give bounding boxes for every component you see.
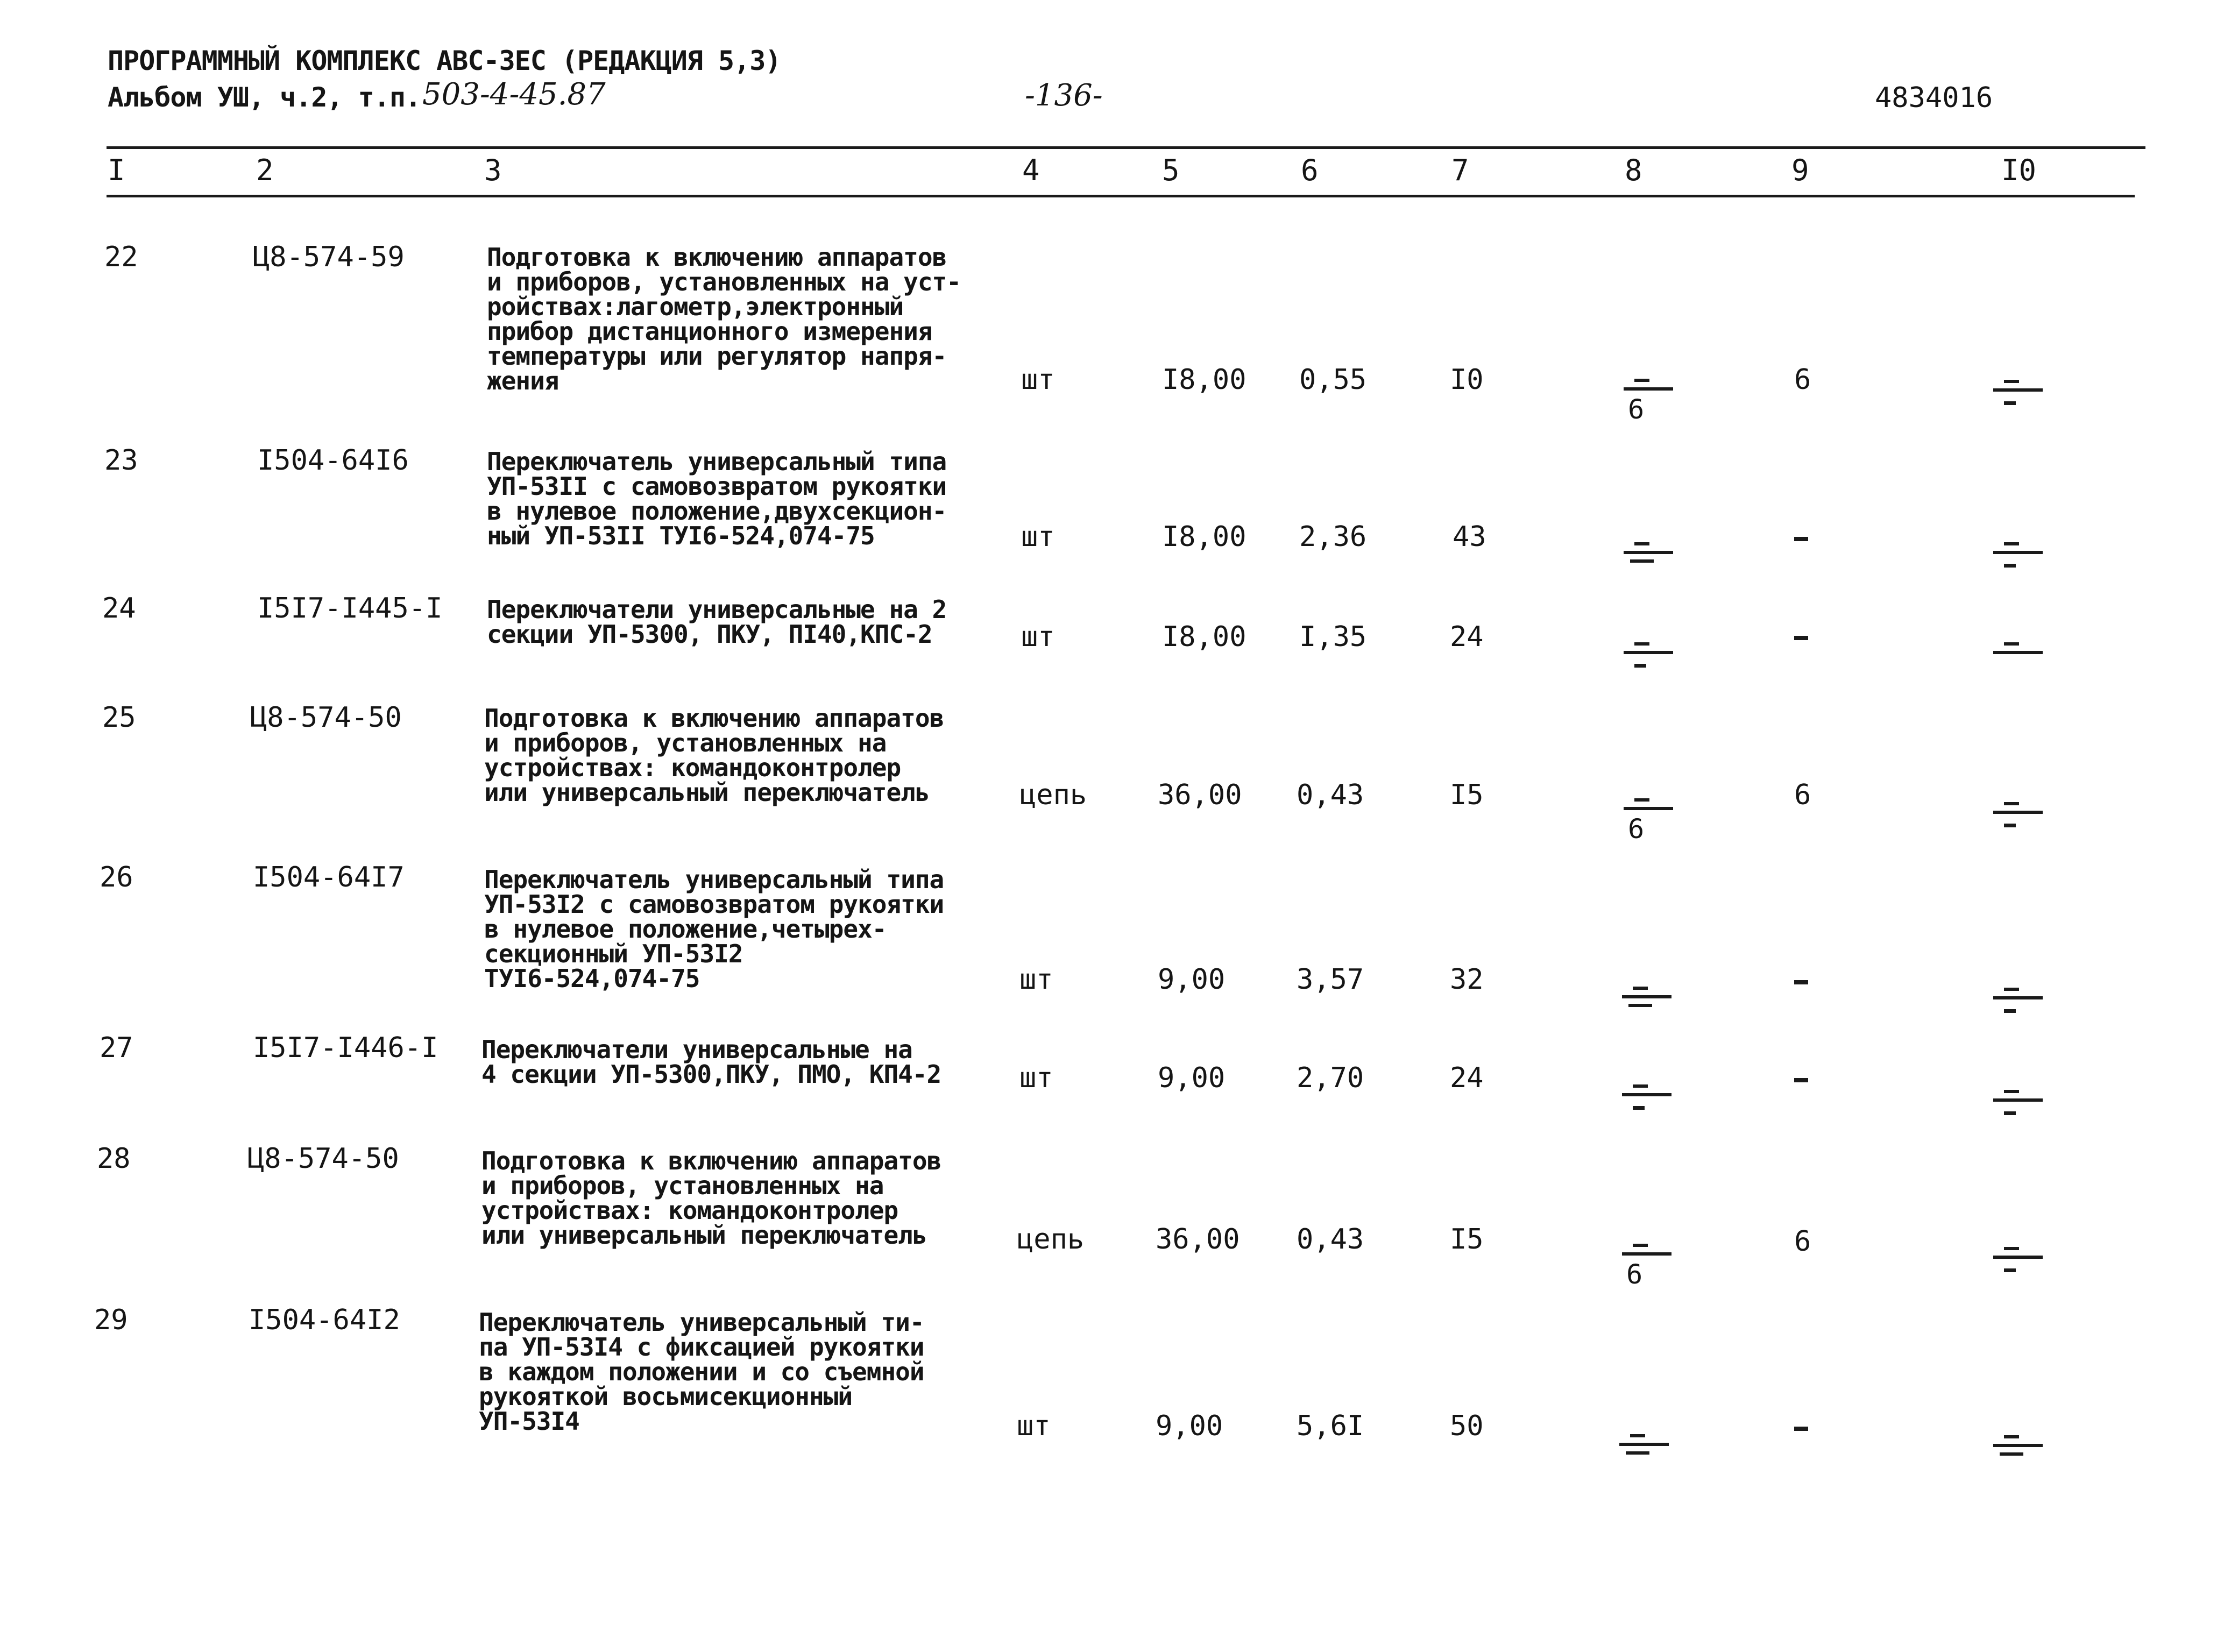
row-value-5: 9,00 [1156, 1410, 1223, 1442]
row-value-6: 2,36 [1299, 521, 1367, 553]
row-number: 24 [102, 592, 136, 625]
row-unit: шт [1019, 963, 1053, 996]
row-code: I5I7-I445-I [257, 592, 443, 625]
row-unit: шт [1021, 621, 1055, 653]
row-code: I5I7-I446-I [253, 1032, 438, 1064]
row-unit: шт [1021, 521, 1055, 553]
row-description: Переключатель универсальный ти- па УП-53I4 с фиксацией рукоятки в каждом положении и со съемной рукояткой восьмисекционный УП-53I4 [479, 1308, 924, 1436]
row-description: Переключатели универсальные на 2 секции УП-5300, ПКУ, ПI40,КПС-2 [487, 595, 947, 649]
row-description: Подготовка к включению аппаратов и приборов, установленных на устройствах: командоконтролер или универсальный переключатель [484, 704, 944, 807]
column-number: I0 [2001, 153, 2037, 187]
row-unit: шт [1017, 1410, 1051, 1442]
row-value-7: 24 [1450, 621, 1484, 653]
row-value-9: 6 [1794, 779, 1811, 811]
row-dash-9 [1794, 636, 1808, 640]
header-rule-bottom [107, 195, 2135, 197]
project-number: 503-4-45.87 [422, 77, 606, 112]
column-number: 9 [1791, 153, 1809, 187]
column-number: 3 [484, 153, 502, 187]
row-description: Подготовка к включению аппаратов и приборов, установленных на устройствах: командоконтролер или универсальный переключатель [481, 1146, 941, 1250]
row-code: I504-64I6 [257, 444, 409, 477]
row-value-5: 9,00 [1158, 963, 1226, 996]
row-description: Переключатель универсальный типа УП-53II с самовозвратом рукоятки в нулевое положение,двухсекцион- ный УП-53II ТУI6-524,074-75 [487, 447, 947, 550]
row-number: 27 [100, 1032, 133, 1064]
row-value-5: I8,00 [1162, 364, 1246, 396]
page-number: -136- [1025, 78, 1103, 113]
row-code: I504-64I2 [249, 1304, 400, 1336]
row-value-7: 32 [1450, 963, 1484, 996]
row-code: Ц8-574-50 [250, 701, 402, 734]
program-title: ПРОГРАММНЫЙ КОМПЛЕКС АВС-ЗЕС (РЕДАКЦИЯ 5,3) [108, 45, 781, 76]
row-value-7: I5 [1450, 1223, 1484, 1256]
document-number: 4834016 [1875, 82, 1993, 114]
row-value-6: I,35 [1299, 621, 1367, 653]
row-number: 28 [97, 1143, 131, 1175]
row-value-7: I5 [1450, 779, 1484, 811]
row-code: Ц8-574-59 [253, 241, 405, 273]
row-value-7: 24 [1450, 1062, 1484, 1094]
row-value-5: 36,00 [1156, 1223, 1240, 1256]
row-value-6: 2,70 [1297, 1062, 1364, 1094]
row-value-9: 6 [1794, 1225, 1811, 1258]
row-code: Ц8-574-50 [247, 1143, 399, 1175]
row-value-6: 0,43 [1297, 779, 1364, 811]
row-value-6: 3,57 [1297, 963, 1364, 996]
row-unit: цепь [1017, 1223, 1085, 1256]
row-dash-9 [1794, 537, 1808, 541]
row-code: I504-64I7 [253, 861, 405, 894]
row-unit: шт [1021, 364, 1055, 396]
row-dash-9 [1794, 1078, 1808, 1082]
column-number: 7 [1451, 153, 1469, 187]
column-number: 4 [1022, 153, 1040, 187]
row-value-5: I8,00 [1162, 521, 1246, 553]
row-value-6: 5,6I [1297, 1410, 1364, 1442]
row-value-5: I8,00 [1162, 621, 1246, 653]
row-value-5: 9,00 [1158, 1062, 1226, 1094]
row-description: Переключатель универсальный типа УП-53I2 с самовозвратом рукоятки в нулевое положение,четырех- секционный УП-53I2 ТУI6-524,074-75 [484, 865, 944, 993]
row-dash-9 [1794, 1427, 1808, 1431]
row-description: Переключатели универсальные на 4 секции УП-5300,ПКУ, ПМО, КП4-2 [481, 1035, 941, 1089]
row-value-5: 36,00 [1158, 779, 1242, 811]
row-value-7: I0 [1450, 364, 1484, 396]
row-value-7: 43 [1453, 521, 1486, 553]
row-value-7: 50 [1450, 1410, 1484, 1442]
column-number: I [108, 153, 125, 187]
row-number: 22 [104, 241, 138, 273]
header-rule-top [107, 146, 2145, 149]
row-description: Подготовка к включению аппаратов и приборов, установленных на уст- ройствах:лагометр,электронный прибор дистанционного измерения температуры или регулятор напря- жения [487, 243, 961, 395]
row-dash-9 [1794, 980, 1808, 984]
row-value-6: 0,43 [1297, 1223, 1364, 1256]
row-value-9: 6 [1794, 364, 1811, 396]
row-value-6: 0,55 [1299, 364, 1367, 396]
column-number: 8 [1625, 153, 1642, 187]
column-number: 5 [1162, 153, 1180, 187]
row-number: 25 [102, 701, 136, 734]
row-unit: цепь [1019, 779, 1087, 811]
album-reference: Альбом УШ, ч.2, т.п. [108, 82, 421, 113]
row-number: 26 [100, 861, 133, 894]
column-number: 2 [256, 153, 274, 187]
column-number: 6 [1301, 153, 1319, 187]
row-unit: шт [1019, 1062, 1053, 1094]
row-number: 29 [94, 1304, 128, 1336]
row-number: 23 [104, 444, 138, 477]
